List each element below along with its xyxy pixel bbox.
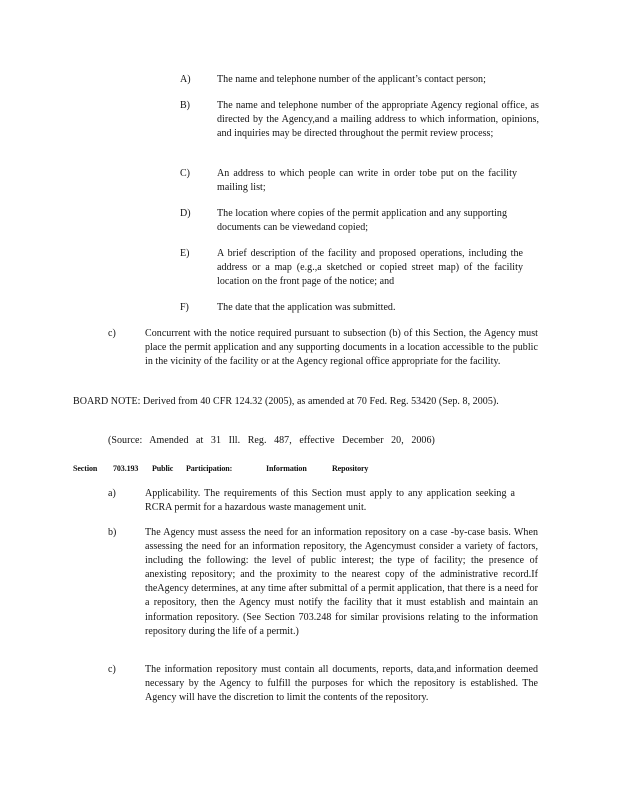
item-c-top-text: Concurrent with the notice required pursuant to subsection (b) of this Section, the Agency must place the permit application and any supporting documents in a location accessible to the public in the vicinity of the facility or at the Agency regional office appropriate for the facility. [145,328,538,368]
section-heading-word-1: Public [152,464,174,473]
item-a-label: a) [108,488,116,499]
section-heading-section: Section [73,464,98,473]
subitem-d-text: The location where copies of the permit application and any supporting documents can be viewedand copied; [217,208,507,234]
section-heading-word-2: Participation: [186,464,233,473]
subitem-a-text: The name and telephone number of the applicant’s contact person; [217,74,486,85]
item-b-text: The Agency must assess the need for an information repository on a case -by-case basis. When assessing the need for an information repository, the Agencymust consider a variety of factors, including the following: the level of public interest; the type of facility; the presence of anexisting repository; and the proximity to the nearest copy of the administrative record.If theAgency determines, at any time after submittal of a permit application, that there is a need for a repository, then the Agency must notify the facility that it must establish and maintain an information repository. (See Section 703.248 for similar provisions relating to the information repository during the life of a permit.) [145,527,538,637]
item-c-top-label: c) [108,328,116,339]
section-heading-number: 703.193 [113,464,139,473]
source-note: (Source: Amended at 31 Ill. Reg. 487, effective December 20, 2006) [108,435,435,446]
item-b-label: b) [108,527,117,538]
subitem-e-text: A brief description of the facility and proposed operations, including the address or a map (e.g.,a sketched or copied street map) of the facility location on the front page of the notice; and [217,248,523,288]
item-a-text: Applicability. The requirements of this Section must apply to any application seeking a RCRA permit for a hazardous waste management unit. [145,488,515,514]
subitem-d-label: D) [180,208,191,219]
board-note: BOARD NOTE: Derived from 40 CFR 124.32 (2005), as amended at 70 Fed. Reg. 53420 (Sep. 8, 2005). [73,396,499,407]
subitem-c-label: C) [180,168,190,179]
subitem-f-text: The date that the application was submitted. [217,302,396,313]
subitem-b-label: B) [180,100,190,111]
subitem-c-text: An address to which people can write in order tobe put on the facility mailing list; [217,168,517,194]
item-c-text: The information repository must contain all documents, reports, data,and information deemed necessary by the Agency to fulfill the purposes for which the repository is established. The Agency will have the discretion to limit the contents of the repository. [145,664,538,704]
item-c-label: c) [108,664,116,675]
section-heading-word-3: Information [266,464,307,473]
section-heading-word-4: Repository [332,464,369,473]
subitem-f-label: F) [180,302,189,313]
subitem-b-text: The name and telephone number of the appropriate Agency regional office, as directed by the Agency,and a mailing address to which information, opinions, and inquiries may be directed throughout the permit review process; [217,100,539,140]
subitem-a-label: A) [180,74,191,85]
subitem-e-label: E) [180,248,190,259]
